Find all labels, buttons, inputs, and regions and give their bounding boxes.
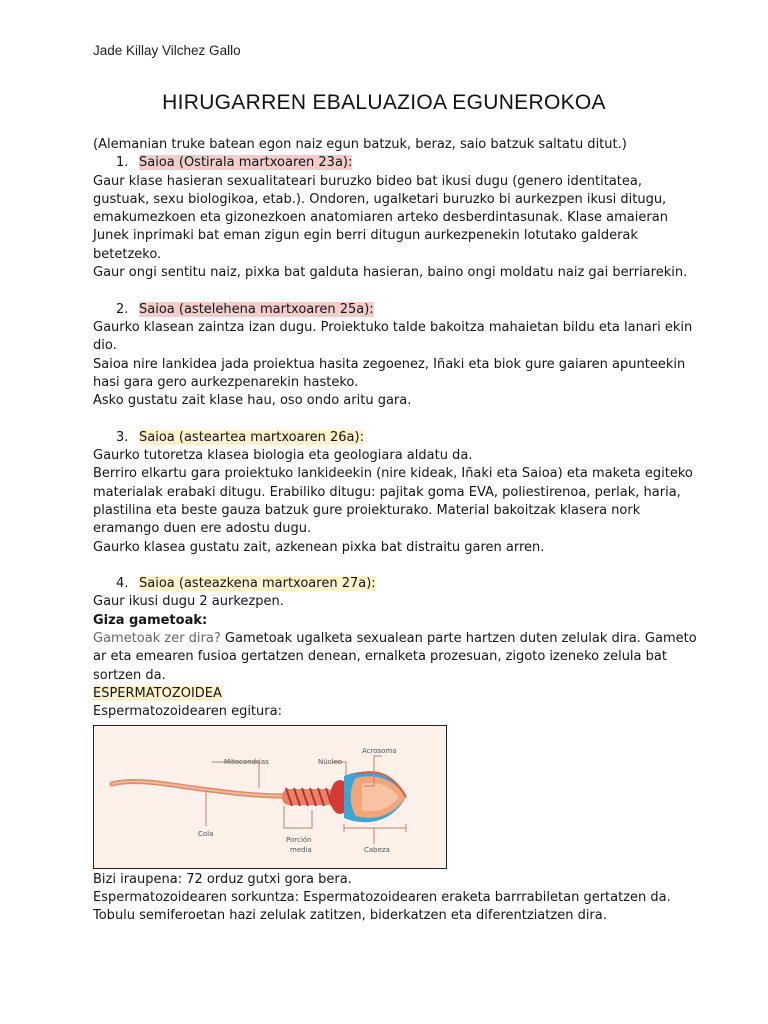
session-3-heading bbox=[93, 429, 683, 447]
label-mitocondrias: Mitocondrias bbox=[224, 757, 269, 766]
paragraph-line: Gaur ongi sentitu naiz, pixka bat galduta hasieran, baino ongi moldatu naiz gai berriarekin. bbox=[93, 265, 688, 281]
session-heading-highlight: Saioa (Ostirala martxoaren 23a): bbox=[139, 155, 353, 171]
sperm-diagram bbox=[93, 725, 447, 869]
paragraph-line: Gaurko klasean zaintza izan dugu. Proiektuko talde bakoitza mahaietan bildu eta lanari ekin bbox=[93, 319, 693, 335]
blank-line bbox=[93, 410, 683, 428]
paragraph-line: dio. bbox=[93, 338, 117, 354]
blank-line bbox=[93, 282, 683, 300]
label-porcion: Porción bbox=[286, 835, 312, 844]
gametes-question: Gametoak zer dira? bbox=[93, 631, 221, 647]
paragraph-line: betetzeko. bbox=[93, 246, 162, 262]
paragraph-line: Gaur klase hasieran sexualitateari buruzko bideo bat ikusi dugu (genero identitatea, bbox=[93, 173, 642, 189]
sperm-illustration bbox=[94, 726, 446, 868]
gametes-heading: Giza gametoak: bbox=[93, 612, 208, 628]
structure-label: Espermatozoidearen egitura: bbox=[93, 704, 282, 720]
session-4-heading bbox=[93, 575, 683, 593]
paragraph-line: hasi gara gero aurkezpenarekin hasteko. bbox=[93, 374, 359, 390]
list-number: 2. bbox=[116, 301, 129, 317]
paragraph-line: eramango duen ere adostu dugu. bbox=[93, 521, 312, 537]
list-number: 3. bbox=[116, 429, 129, 445]
document-body bbox=[93, 136, 697, 925]
paragraph-line: Gaurko tutoretza klasea biologia eta geologiara aldatu da. bbox=[93, 448, 473, 464]
list-number: 1. bbox=[116, 155, 129, 171]
session-heading-highlight: Saioa (asteartea martxoaren 26a): bbox=[139, 429, 364, 445]
paragraph-line: Gaurko klasea gustatu zait, azkenean pixka bat distraitu garen arren. bbox=[93, 539, 545, 555]
label-acrosoma: Acrosoma bbox=[362, 746, 397, 755]
gametes-question-line bbox=[93, 630, 697, 648]
label-media: media bbox=[290, 845, 312, 854]
gametes-answer: Gametoak ugalketa sexualean parte hartzen duten zelulak dira. Gameto bbox=[220, 631, 697, 647]
paragraph-line: Bizi iraupena: 72 orduz gutxi gora bera. bbox=[93, 871, 352, 887]
page-title: HIRUGARREN EBALUAZIOA EGUNEROKOA bbox=[162, 91, 606, 114]
author-name: Jade Killay Vilchez Gallo bbox=[93, 43, 241, 58]
paragraph-line: Tobulu semiferoetan hazi zelulak zatitzen, biderkatzen eta diferentziatzen dira. bbox=[93, 908, 607, 924]
label-nucleo: Núcleo bbox=[318, 757, 343, 766]
sperm-heading bbox=[93, 685, 683, 703]
session-2-heading bbox=[93, 301, 683, 319]
paragraph-line: materialak erabaki ditugu. Erabiliko ditugu: pajitak goma EVA, poliestirenoa, perlak, haria, bbox=[93, 484, 681, 500]
session-heading-highlight: Saioa (asteazkena martxoaren 27a): bbox=[139, 576, 376, 592]
paragraph-line: Berriro elkartu gara proiektuko lankideekin (nire kideak, Iñaki eta Saioa) eta maketa egiteko bbox=[93, 466, 693, 482]
paragraph-line: Saioa nire lankidea jada proiektua hasita zegoenez, Iñaki eta biok gure gaiaren apunteekin bbox=[93, 356, 686, 372]
intro-text: (Alemanian truke batean egon naiz egun batzuk, beraz, saio batzuk saltatu ditut.) bbox=[93, 137, 627, 152]
paragraph-line: Espermatozoidearen sorkuntza: Espermatozoidearen eraketa barrrabiletan gertatzen da. bbox=[93, 889, 671, 905]
paragraph-line: Gaur ikusi dugu 2 aurkezpen. bbox=[93, 594, 284, 610]
paragraph-line: emakumezkoen eta gizonezkoen anatomiaren arteko desberdintasunak. Klase amaieran bbox=[93, 210, 668, 226]
paragraph-line: ar eta emearen fusioa gertatzen denean, ernalketa prozesuan, zigoto izeneko zelula bat bbox=[93, 649, 667, 665]
paragraph-line: Asko gustatu zait klase hau, oso ondo aritu gara. bbox=[93, 393, 412, 409]
blank-line bbox=[93, 557, 683, 575]
sperm-heading-highlight: ESPERMATOZOIDEA bbox=[93, 685, 222, 701]
list-number: 4. bbox=[116, 576, 129, 592]
paragraph-line: Junek inprimaki bat eman zigun egin berri ditugun aurkezpenekin lotutako galderak bbox=[93, 228, 638, 244]
session-heading-highlight: Saioa (astelehena martxoaren 25a): bbox=[139, 301, 374, 317]
paragraph-line: plastilina eta beste gauza batzuk gure proiekturako. Material bakoitzak klasera nork bbox=[93, 502, 641, 518]
paragraph-line: gustuak, sexu biologikoa, etab.). Ondoren, ugalketari buruzko bi aurkezpen ikusi ditugu, bbox=[93, 191, 667, 207]
label-cabeza: Cabeza bbox=[364, 845, 390, 854]
label-cola: Cola bbox=[198, 829, 214, 838]
session-1-heading bbox=[93, 154, 683, 172]
paragraph-line: sortzen da. bbox=[93, 667, 166, 683]
